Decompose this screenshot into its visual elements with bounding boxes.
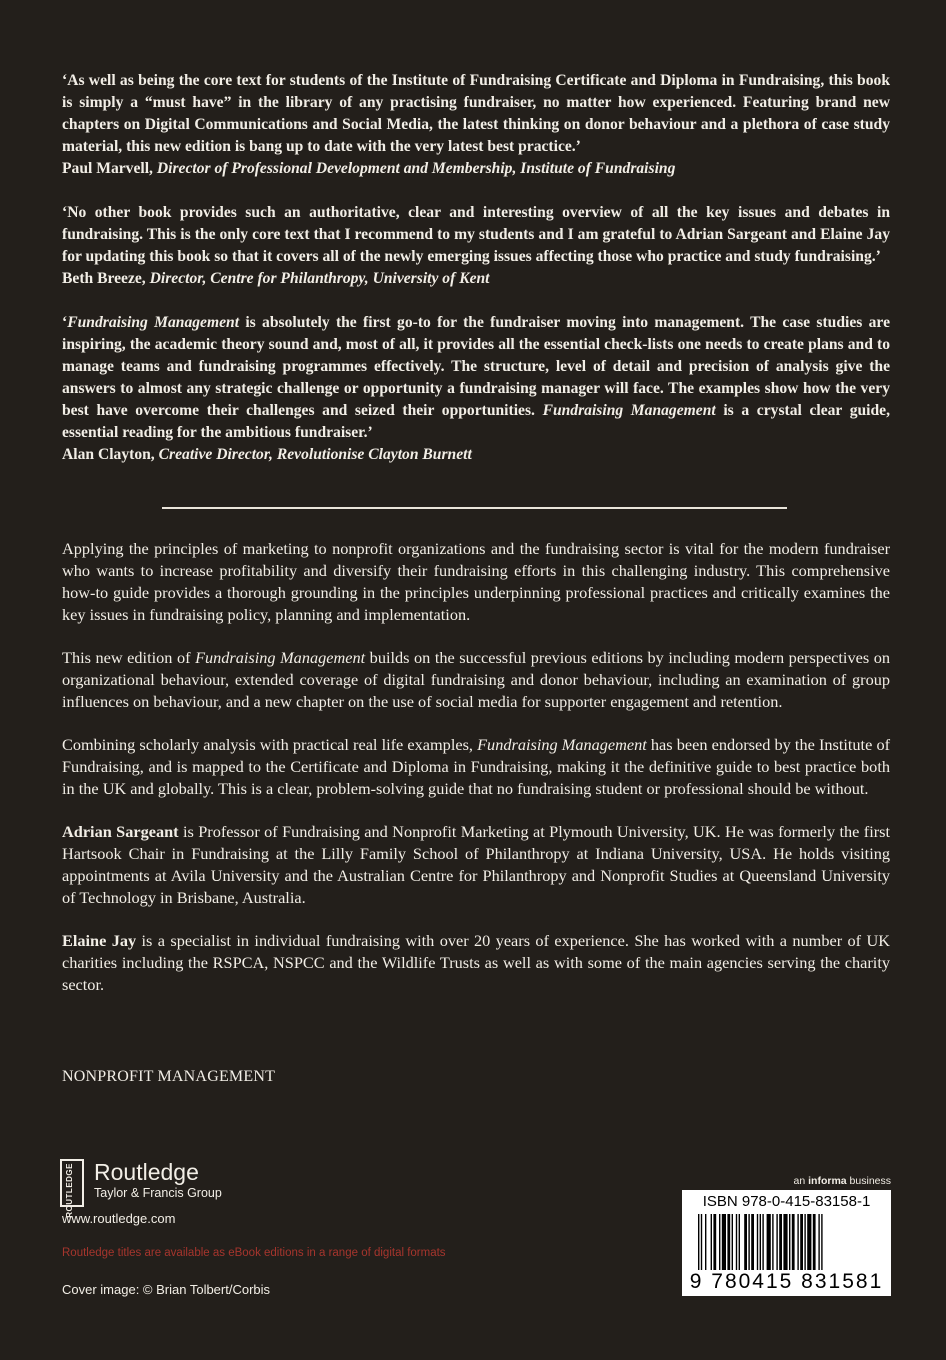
author-bio-text-jay: is a specialist in individual fundraising with over 20 years of experience. She has worked with a number of UK charities including the RSPCA, NSPCC and the Wildlife Trusts as well as with some of the main agencies serving the charity sector.: [62, 931, 890, 994]
barcode-bar: [767, 1214, 771, 1270]
informa-brand: informa: [808, 1175, 847, 1187]
author-bio-jay: [62, 930, 890, 996]
barcode-bar: [713, 1214, 716, 1270]
description-3-book-title: Fundraising Management: [477, 735, 647, 754]
barcode-bar: [727, 1214, 730, 1270]
book-description: [62, 538, 890, 1017]
description-paragraph-3: [62, 734, 890, 800]
endorsement-2-text: ‘No other book provides such an authoritative, clear and interesting overview of all the key issues and debates in fundraising. This is the only core text that I recommend to my students and I am grateful to Adrian Sargeant and Elaine Jay for updating this book so that it covers all of the newly emerging issues affecting those who practice and study fundraising.’: [62, 204, 890, 265]
description-paragraph-1: Applying the principles of marketing to nonprofit organizations and the fundraising sector is vital for the modern fundraiser who wants to increase profitability and diversify their fundraising efforts in this challenging industry. This comprehensive how-to guide provides a thorough grounding in the principles underpinning professional practices and critically examines the key issues in fundraising policy, planning and implementation.: [62, 539, 890, 624]
barcode-digits: 9 780415 831581: [689, 1270, 884, 1293]
barcode-bar: [800, 1214, 803, 1270]
barcode-bar: [813, 1214, 816, 1270]
endorsement-2-role: Director, Centre for Philanthropy, University of Kent: [149, 270, 490, 287]
barcode-bar: [797, 1214, 798, 1270]
barcode-bar: [698, 1214, 699, 1270]
barcode-bar: [783, 1214, 787, 1270]
endorsement-1-author: Paul Marvell,: [62, 160, 153, 177]
barcode-bar: [748, 1214, 749, 1270]
barcode-bar: [701, 1214, 702, 1270]
barcode-bar: [772, 1214, 773, 1270]
publisher-group: Taylor & Francis Group: [94, 1186, 222, 1200]
informa-pre: an: [793, 1175, 809, 1187]
endorsement-2-attribution: [62, 268, 890, 290]
endorsement-3: [62, 312, 890, 466]
description-3-text-a: Combining scholarly analysis with practical real life examples,: [62, 735, 478, 754]
description-2-text-a: This new edition of: [62, 648, 196, 667]
endorsements: [62, 70, 890, 488]
barcode-bar: [792, 1214, 795, 1270]
endorsement-3-text-2: is a crystal clear guide, essential reading for the ambitious fundraiser.’: [62, 402, 890, 441]
barcode-bar: [757, 1214, 758, 1270]
endorsement-3-attribution: [62, 444, 890, 466]
endorsement-1: [62, 70, 890, 180]
barcode-bar: [711, 1214, 712, 1270]
endorsement-1-role: Director of Professional Development and Membership, Institute of Fundraising: [156, 160, 676, 177]
endorsement-1-text: ‘As well as being the core text for students of the Institute of Fundraising Certificate and Diploma in Fundraising, this book is simply a “must have” in the library of any practising fundraiser, no matter how experienced. Featuring brand new chapters on Digital Communications and Social Media, the latest thinking on donor behaviour and a plethora of case study material, this new edition is bang up to date with the very latest best practice.’: [62, 72, 890, 155]
description-3-text-b: has been endorsed by the Institute of Fundraising, and is mapped to the Certificate and Diploma in Fundraising, making it the definitive guide to best practice both in the UK and globally. This is a clear, problem-solving guide that no fundraising student or professional should be without.: [62, 735, 891, 798]
barcode-bar: [722, 1214, 726, 1270]
routledge-logo-icon: [60, 1159, 84, 1218]
description-2-text-b: builds on the successful previous editions by including modern perspectives on organizational behaviour, extended coverage of digital fundraising and donor behaviour, including an examination of group influences on behaviour, and a new chapter on the use of social media for supporter engagement and retention.: [62, 648, 890, 711]
barcode-bar: [807, 1214, 811, 1270]
logo-mark-text: ROUTLEDGE: [65, 1163, 74, 1218]
logo-wordmark: [94, 1159, 222, 1201]
author-bio-sargeant: [62, 821, 890, 909]
cover-credit: Cover image: © Brian Tolbert/Corbis: [62, 1282, 271, 1297]
barcode-bar: [736, 1214, 737, 1270]
barcode-bars: [694, 1214, 879, 1270]
ebook-note: Routledge titles are available as eBook editions in a range of digital formats: [62, 1247, 446, 1259]
informa-business-label: [794, 1175, 891, 1187]
subject-category: NONPROFIT MANAGEMENT: [62, 1068, 276, 1085]
divider-rule: [162, 507, 787, 509]
author-bio-text-sargeant: is Professor of Fundraising and Nonprofit Marketing at Plymouth University, UK. He was formerly the first Hartsook Chair in Fundraising at the Lilly Family School of Philanthropy at Indiana University, USA. He holds visiting appointments at Avila University and the Australian Centre for Philanthropy and Nonprofit Studies at Queensland University of Technology in Brisbane, Australia.: [62, 822, 890, 907]
endorsement-3-role: Creative Director, Revolutionise Clayton Burnett: [158, 446, 472, 463]
barcode-bar: [804, 1214, 805, 1270]
informa-post: business: [846, 1175, 891, 1187]
barcode-bar: [739, 1214, 740, 1270]
description-paragraph-2: [62, 647, 890, 713]
barcode-bar: [705, 1214, 706, 1270]
barcode-bar: [732, 1214, 733, 1270]
barcode-bar: [776, 1214, 777, 1270]
endorsement-3-book-title-2: Fundraising Management: [542, 402, 716, 419]
endorsement-2-author: Beth Breeze,: [62, 270, 146, 287]
barcode-bar: [789, 1214, 790, 1270]
barcode-bar: [751, 1214, 754, 1270]
author-name-jay: Elaine Jay: [62, 931, 137, 950]
description-2-book-title: Fundraising Management: [195, 648, 366, 667]
publisher-name: Routledge: [94, 1159, 199, 1185]
isbn-label: ISBN 978-0-415-83158-1: [702, 1193, 871, 1210]
barcode-bar: [744, 1214, 747, 1270]
endorsement-1-attribution: [62, 158, 890, 180]
endorsement-3-book-title: Fundraising Management: [67, 314, 240, 331]
barcode-bar: [779, 1214, 782, 1270]
publisher-website: www.routledge.com: [62, 1211, 176, 1226]
isbn-barcode: [682, 1190, 891, 1296]
routledge-logo: [60, 1159, 222, 1218]
barcode-bar: [760, 1214, 761, 1270]
author-name-sargeant: Adrian Sargeant: [62, 822, 179, 841]
endorsement-3-author: Alan Clayton,: [62, 446, 155, 463]
endorsement-3-open-quote: ‘: [62, 314, 68, 331]
barcode-bar: [762, 1214, 763, 1270]
barcode-bar: [818, 1214, 819, 1270]
barcode-bar: [821, 1214, 822, 1270]
endorsement-3-text-1: is absolutely the first go-to for the fundraiser moving into management. The case studies are inspiring, the academic theory sound and, most of all, it provides all the essential check-lists one needs to create plans and to manage teams and fundraising programmes effectively. The structure, level of detail and precision of analysis give the answers to almost any strategic challenge or opportunity a fundraising manager will face. The examples show how the very best have overcome their challenges and seized their opportunities.: [62, 314, 890, 419]
endorsement-2: [62, 202, 890, 290]
barcode-bar: [719, 1214, 720, 1270]
